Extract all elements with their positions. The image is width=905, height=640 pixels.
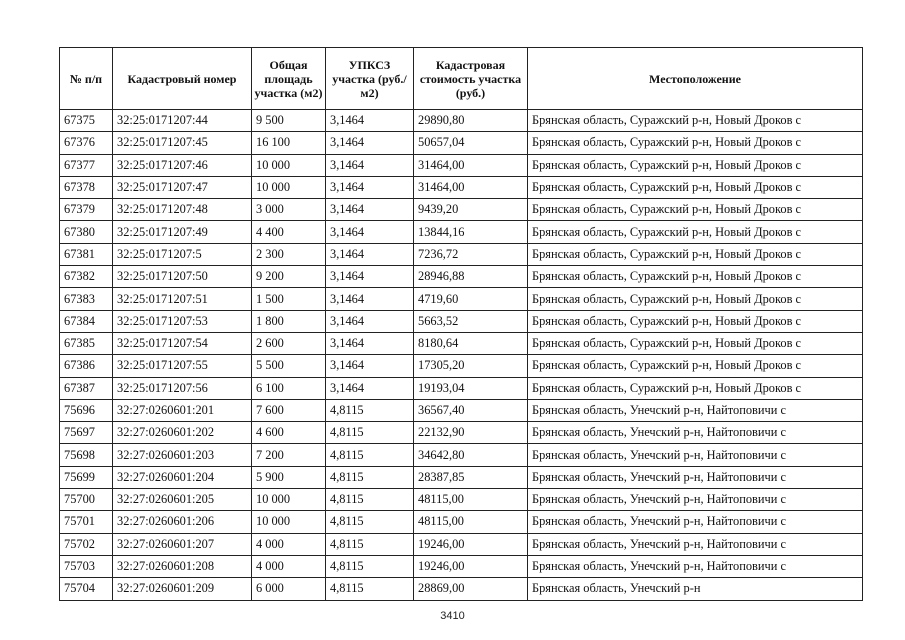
cell-cadastral-value: 48115,00 [414, 489, 528, 511]
table-row [60, 377, 863, 399]
cell-area: 6 100 [252, 377, 326, 399]
cell-cadastral-value: 4719,60 [414, 288, 528, 310]
table-header-row [60, 48, 863, 110]
cell-area: 7 600 [252, 399, 326, 421]
cell-num: 67383 [60, 288, 113, 310]
cell-upkcz: 4,8115 [326, 466, 414, 488]
cell-cadastral-number: 32:27:0260601:203 [113, 444, 252, 466]
cell-upkcz: 3,1464 [326, 221, 414, 243]
cell-upkcz: 4,8115 [326, 533, 414, 555]
table-row [60, 221, 863, 243]
cell-num: 67378 [60, 176, 113, 198]
cell-cadastral-value: 50657,04 [414, 132, 528, 154]
cell-cadastral-value: 19246,00 [414, 533, 528, 555]
table-row [60, 199, 863, 221]
cell-cadastral-value: 9439,20 [414, 199, 528, 221]
cell-upkcz: 4,8115 [326, 399, 414, 421]
cell-cadastral-number: 32:25:0171207:53 [113, 310, 252, 332]
cell-location: Брянская область, Унечский р-н [528, 578, 863, 600]
cell-upkcz: 3,1464 [326, 288, 414, 310]
cell-area: 9 500 [252, 110, 326, 132]
cell-cadastral-number: 32:25:0171207:47 [113, 176, 252, 198]
cell-cadastral-number: 32:25:0171207:56 [113, 377, 252, 399]
cell-num: 75703 [60, 555, 113, 577]
cell-area: 4 000 [252, 555, 326, 577]
cell-num: 67385 [60, 332, 113, 354]
cell-num: 67380 [60, 221, 113, 243]
cell-upkcz: 4,8115 [326, 422, 414, 444]
cell-cadastral-number: 32:25:0171207:55 [113, 355, 252, 377]
cell-cadastral-value: 7236,72 [414, 243, 528, 265]
header-location: Местоположение [528, 48, 863, 110]
cell-cadastral-number: 32:25:0171207:50 [113, 266, 252, 288]
cell-location: Брянская область, Унечский р-н, Найтоповичи с [528, 422, 863, 444]
cell-area: 5 900 [252, 466, 326, 488]
cell-location: Брянская область, Унечский р-н, Найтоповичи с [528, 511, 863, 533]
table-row [60, 422, 863, 444]
cell-area: 5 500 [252, 355, 326, 377]
cell-cadastral-number: 32:25:0171207:48 [113, 199, 252, 221]
cell-location: Брянская область, Суражский р-н, Новый Дроков с [528, 176, 863, 198]
page-number: 3410 [440, 610, 465, 622]
cell-cadastral-value: 31464,00 [414, 176, 528, 198]
table-row [60, 533, 863, 555]
table-row [60, 466, 863, 488]
cell-cadastral-value: 48115,00 [414, 511, 528, 533]
cell-upkcz: 3,1464 [326, 377, 414, 399]
cell-location: Брянская область, Суражский р-н, Новый Дроков с [528, 199, 863, 221]
table-row [60, 489, 863, 511]
cell-cadastral-value: 5663,52 [414, 310, 528, 332]
cell-cadastral-number: 32:25:0171207:54 [113, 332, 252, 354]
cell-num: 67379 [60, 199, 113, 221]
header-upkcz: УПКСЗ участка (руб./м2) [326, 48, 414, 110]
cell-area: 16 100 [252, 132, 326, 154]
cell-area: 7 200 [252, 444, 326, 466]
cell-cadastral-number: 32:25:0171207:46 [113, 154, 252, 176]
cell-location: Брянская область, Унечский р-н, Найтоповичи с [528, 444, 863, 466]
cell-area: 4 400 [252, 221, 326, 243]
cell-cadastral-value: 28946,88 [414, 266, 528, 288]
cell-location: Брянская область, Унечский р-н, Найтоповичи с [528, 489, 863, 511]
cell-num: 75699 [60, 466, 113, 488]
cell-cadastral-number: 32:25:0171207:45 [113, 132, 252, 154]
cell-num: 67384 [60, 310, 113, 332]
cell-cadastral-value: 36567,40 [414, 399, 528, 421]
cell-area: 10 000 [252, 489, 326, 511]
cell-num: 67381 [60, 243, 113, 265]
cell-cadastral-value: 34642,80 [414, 444, 528, 466]
cell-upkcz: 3,1464 [326, 154, 414, 176]
cell-num: 67386 [60, 355, 113, 377]
cell-location: Брянская область, Суражский р-н, Новый Дроков с [528, 266, 863, 288]
cell-cadastral-number: 32:27:0260601:209 [113, 578, 252, 600]
table-row [60, 288, 863, 310]
cell-cadastral-number: 32:25:0171207:51 [113, 288, 252, 310]
table-row [60, 511, 863, 533]
table-row [60, 154, 863, 176]
cell-cadastral-value: 28869,00 [414, 578, 528, 600]
cell-upkcz: 3,1464 [326, 110, 414, 132]
cell-upkcz: 4,8115 [326, 444, 414, 466]
cell-cadastral-number: 32:27:0260601:205 [113, 489, 252, 511]
cell-cadastral-number: 32:27:0260601:204 [113, 466, 252, 488]
cell-num: 75698 [60, 444, 113, 466]
cell-location: Брянская область, Суражский р-н, Новый Дроков с [528, 132, 863, 154]
cell-location: Брянская область, Унечский р-н, Найтоповичи с [528, 533, 863, 555]
cell-location: Брянская область, Суражский р-н, Новый Дроков с [528, 310, 863, 332]
table-row [60, 310, 863, 332]
table-row [60, 444, 863, 466]
cell-num: 75700 [60, 489, 113, 511]
cell-location: Брянская область, Суражский р-н, Новый Дроков с [528, 288, 863, 310]
cell-area: 1 800 [252, 310, 326, 332]
table-header [60, 48, 863, 110]
cell-location: Брянская область, Суражский р-н, Новый Дроков с [528, 110, 863, 132]
cell-cadastral-value: 19193,04 [414, 377, 528, 399]
cell-num: 75697 [60, 422, 113, 444]
table-row [60, 176, 863, 198]
cell-upkcz: 3,1464 [326, 332, 414, 354]
cell-area: 10 000 [252, 511, 326, 533]
cell-location: Брянская область, Суражский р-н, Новый Дроков с [528, 243, 863, 265]
cell-location: Брянская область, Суражский р-н, Новый Дроков с [528, 154, 863, 176]
cell-cadastral-number: 32:25:0171207:5 [113, 243, 252, 265]
table-row [60, 555, 863, 577]
cell-area: 4 000 [252, 533, 326, 555]
cell-upkcz: 3,1464 [326, 176, 414, 198]
cell-area: 1 500 [252, 288, 326, 310]
cell-num: 75702 [60, 533, 113, 555]
table-row [60, 578, 863, 600]
header-cadastral-value: Кадастровая стоимость участка (руб.) [414, 48, 528, 110]
cell-cadastral-number: 32:27:0260601:207 [113, 533, 252, 555]
cell-num: 75696 [60, 399, 113, 421]
cell-area: 3 000 [252, 199, 326, 221]
table-row [60, 355, 863, 377]
cell-upkcz: 4,8115 [326, 578, 414, 600]
cell-area: 9 200 [252, 266, 326, 288]
cell-cadastral-number: 32:27:0260601:202 [113, 422, 252, 444]
cell-cadastral-value: 22132,90 [414, 422, 528, 444]
cell-location: Брянская область, Суражский р-н, Новый Дроков с [528, 377, 863, 399]
cell-num: 67377 [60, 154, 113, 176]
table-row [60, 332, 863, 354]
cell-location: Брянская область, Унечский р-н, Найтоповичи с [528, 466, 863, 488]
cell-num: 75704 [60, 578, 113, 600]
table-row [60, 132, 863, 154]
cell-upkcz: 3,1464 [326, 355, 414, 377]
table-row [60, 266, 863, 288]
cell-upkcz: 3,1464 [326, 310, 414, 332]
header-area: Общая площадь участка (м2) [252, 48, 326, 110]
header-num: № п/п [60, 48, 113, 110]
cell-cadastral-value: 19246,00 [414, 555, 528, 577]
cell-cadastral-value: 17305,20 [414, 355, 528, 377]
cell-cadastral-value: 8180,64 [414, 332, 528, 354]
table-body [60, 110, 863, 601]
cell-location: Брянская область, Суражский р-н, Новый Дроков с [528, 332, 863, 354]
cell-area: 6 000 [252, 578, 326, 600]
cell-area: 4 600 [252, 422, 326, 444]
cell-cadastral-number: 32:27:0260601:206 [113, 511, 252, 533]
cell-upkcz: 4,8115 [326, 511, 414, 533]
cell-num: 75701 [60, 511, 113, 533]
cell-cadastral-value: 29890,80 [414, 110, 528, 132]
cell-num: 67376 [60, 132, 113, 154]
table-row [60, 243, 863, 265]
cell-cadastral-value: 31464,00 [414, 154, 528, 176]
cell-area: 2 600 [252, 332, 326, 354]
cell-num: 67382 [60, 266, 113, 288]
cell-num: 67387 [60, 377, 113, 399]
cell-cadastral-number: 32:25:0171207:49 [113, 221, 252, 243]
cell-cadastral-number: 32:27:0260601:201 [113, 399, 252, 421]
cell-upkcz: 3,1464 [326, 266, 414, 288]
cell-upkcz: 3,1464 [326, 199, 414, 221]
cell-area: 10 000 [252, 154, 326, 176]
header-cadastral-number: Кадастровый номер [113, 48, 252, 110]
cell-cadastral-value: 13844,16 [414, 221, 528, 243]
cell-num: 67375 [60, 110, 113, 132]
table-row [60, 399, 863, 421]
cell-location: Брянская область, Суражский р-н, Новый Дроков с [528, 221, 863, 243]
cell-location: Брянская область, Суражский р-н, Новый Дроков с [528, 355, 863, 377]
cell-area: 10 000 [252, 176, 326, 198]
cell-area: 2 300 [252, 243, 326, 265]
cell-cadastral-number: 32:25:0171207:44 [113, 110, 252, 132]
cell-cadastral-value: 28387,85 [414, 466, 528, 488]
cell-upkcz: 4,8115 [326, 555, 414, 577]
cadastral-value-table [59, 47, 863, 601]
cell-cadastral-number: 32:27:0260601:208 [113, 555, 252, 577]
cell-upkcz: 4,8115 [326, 489, 414, 511]
table-row [60, 110, 863, 132]
cell-location: Брянская область, Унечский р-н, Найтоповичи с [528, 399, 863, 421]
cell-upkcz: 3,1464 [326, 243, 414, 265]
cell-upkcz: 3,1464 [326, 132, 414, 154]
cell-location: Брянская область, Унечский р-н, Найтоповичи с [528, 555, 863, 577]
